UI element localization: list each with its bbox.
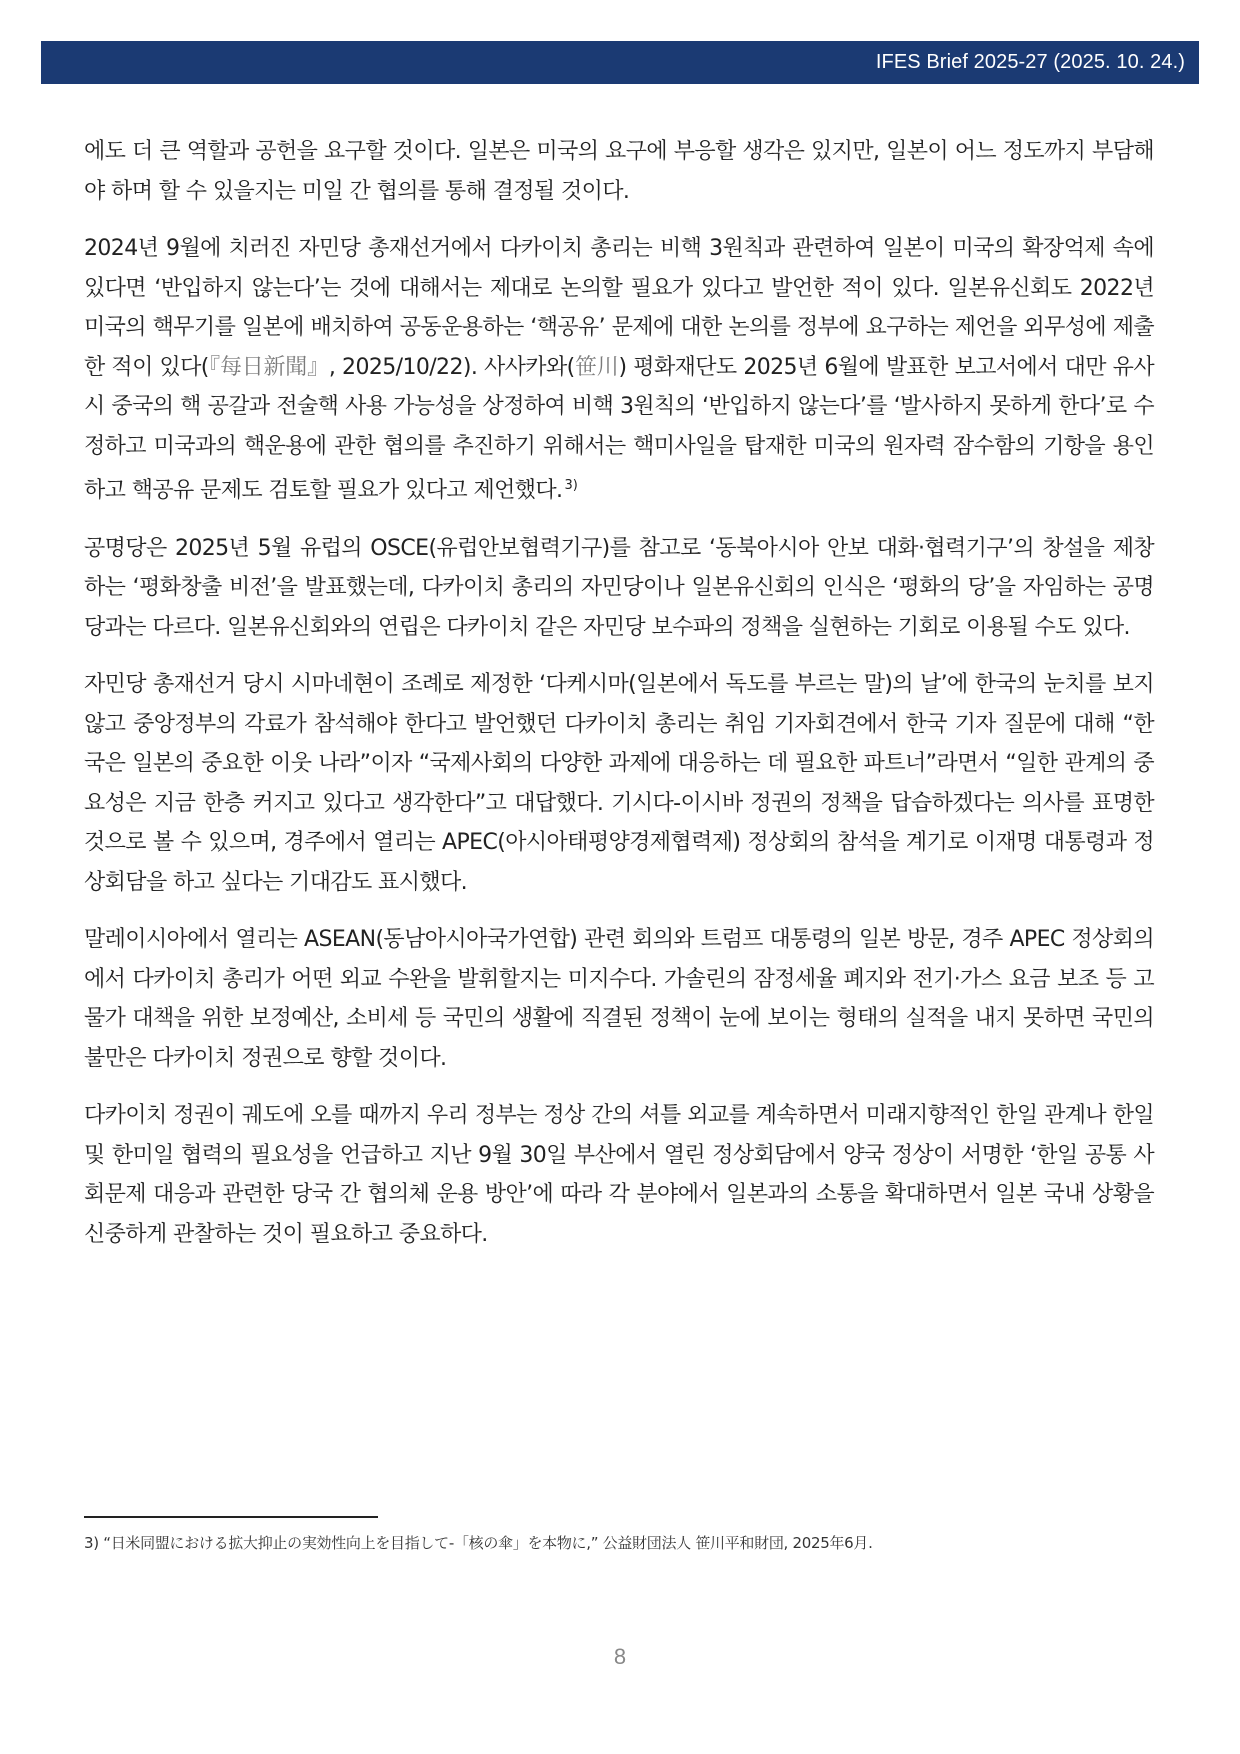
footnote-text: 3) “日米同盟における拡大抑止の実効性向上を目指して-「核の傘」を本物に,” 公益財団法人 笹川平和財団, 2025年6月. <box>84 1534 873 1552</box>
paragraph-2 <box>84 229 1154 511</box>
paragraph-2-part-3: ) 평화재단도 2025년 6월에 발표한 보고서에서 대만 유사시 중국의 핵 공갈과 전술핵 사용 가능성을 상정하여 비핵 3원칙의 ‘반입하지 않는다’를 ‘발사하지 못하게 한다’로 수정하고 미국과의 핵운용에 관한 협의를 추진하기 위해서는 핵미사일을 탑재한 미국의 원자력 잠수함의 기항을 용인하고 핵공유 문제도 검토할 필요가 있다고 제언했다. <box>84 354 1154 503</box>
citation-sasakawa: 笹川 <box>574 354 619 380</box>
paragraph-1: 에도 더 큰 역할과 공헌을 요구할 것이다. 일본은 미국의 요구에 부응할 생각은 있지만, 일본이 어느 정도까지 부담해야 하며 할 수 있을지는 미일 간 협의를 통해 결정될 것이다. <box>84 139 1154 204</box>
footnote-divider <box>84 1516 378 1518</box>
paragraph-4: 자민당 총재선거 당시 시마네현이 조례로 제정한 ‘다케시마(일본에서 독도를 부르는 말)의 날’에 한국의 눈치를 보지 않고 중앙정부의 각료가 참석해야 한다고 발언했던 다카이치 총리는 취임 기자회견에서 한국 기자 질문에 대해 “한국은 일본의 중요한 이웃 나라”이자 “국제사회의 다양한 과제에 대응하는 데 필요한 파트너”라면서 “일한 관계의 중요성은 지금 한층 커지고 있다고 생각한다”고 대답했다. 기시다-이시바 정권의 정책을 답습하겠다는 의사를 표명한 것으로 볼 수 있으며, 경주에서 열리는 APEC(아시아태평양경제협력제) 정상회의 참석을 계기로 이재명 대통령과 정상회담을 하고 싶다는 기대감도 표시했다. <box>84 672 1154 895</box>
paragraph-5: 말레이시아에서 열리는 ASEAN(동남아시아국가연합) 관련 회의와 트럼프 대통령의 일본 방문, 경주 APEC 정상회의에서 다카이치 총리가 어떤 외교 수완을 발휘할지는 미지수다. 가솔린의 잠정세율 폐지와 전기·가스 요금 보조 등 고물가 대책을 위한 보정예산, 소비세 등 국민의 생활에 직결된 정책이 눈에 보이는 형태의 실적을 내지 못하면 국민의 불만은 다카이치 정권으로 향할 것이다. <box>84 927 1154 1071</box>
header-title: IFES Brief 2025-27 (2025. 10. 24.) <box>875 51 1185 73</box>
paragraph-2-part-1: 2024년 9월에 치러진 자민당 총재선거에서 다카이치 총리는 비핵 3원칙과 관련하여 일본이 미국의 확장억제 속에 있다면 ‘반입하지 않는다’는 것에 대해서는 제대로 논의할 필요가 있다고 발언한 적이 있다. 일본유신회도 2022년 미국의 핵무기를 일본에 배치하여 공동운용하는 ‘핵공유’ 문제에 대한 논의를 정부에 요구하는 제언을 외무성에 제출한 적이 있다( <box>84 236 1154 380</box>
body-text <box>84 132 1154 1272</box>
paragraph-2-part-2: , 2025/10/22). 사사카와( <box>328 354 575 380</box>
footnote-reference[interactable]: 3) <box>564 478 578 493</box>
page-number: 8 <box>613 1644 627 1669</box>
paragraph-6: 다카이치 정권이 궤도에 오를 때까지 우리 정부는 정상 간의 셔틀 외교를 계속하면서 미래지향적인 한일 관계나 한일 및 한미일 협력의 필요성을 언급하고 지난 9월 30일 부산에서 열린 정상회담에서 양국 정상이 서명한 ‘한일 공통 사회문제 대응과 관련한 당국 간 협의체 운용 방안’에 따라 각 분야에서 일본과의 소통을 확대하면서 일본 국내 상황을 신중하게 관찰하는 것이 필요하고 중요하다. <box>84 1103 1154 1247</box>
paragraph-3: 공명당은 2025년 5월 유럽의 OSCE(유럽안보협력기구)를 참고로 ‘동북아시아 안보 대화·협력기구’의 창설을 제창하는 ‘평화창출 비전’을 발표했는데, 다카이치 총리의 자민당이나 일본유신회의 인식은 ‘평화의 당’을 자임하는 공명당과는 다르다. 일본유신회와의 연립은 다카이치 같은 자민당 보수파의 정책을 실현하는 기회로 이용될 수도 있다. <box>84 535 1154 640</box>
citation-mainichi: 『每日新聞』 <box>208 354 329 380</box>
header-bar <box>41 41 1199 84</box>
